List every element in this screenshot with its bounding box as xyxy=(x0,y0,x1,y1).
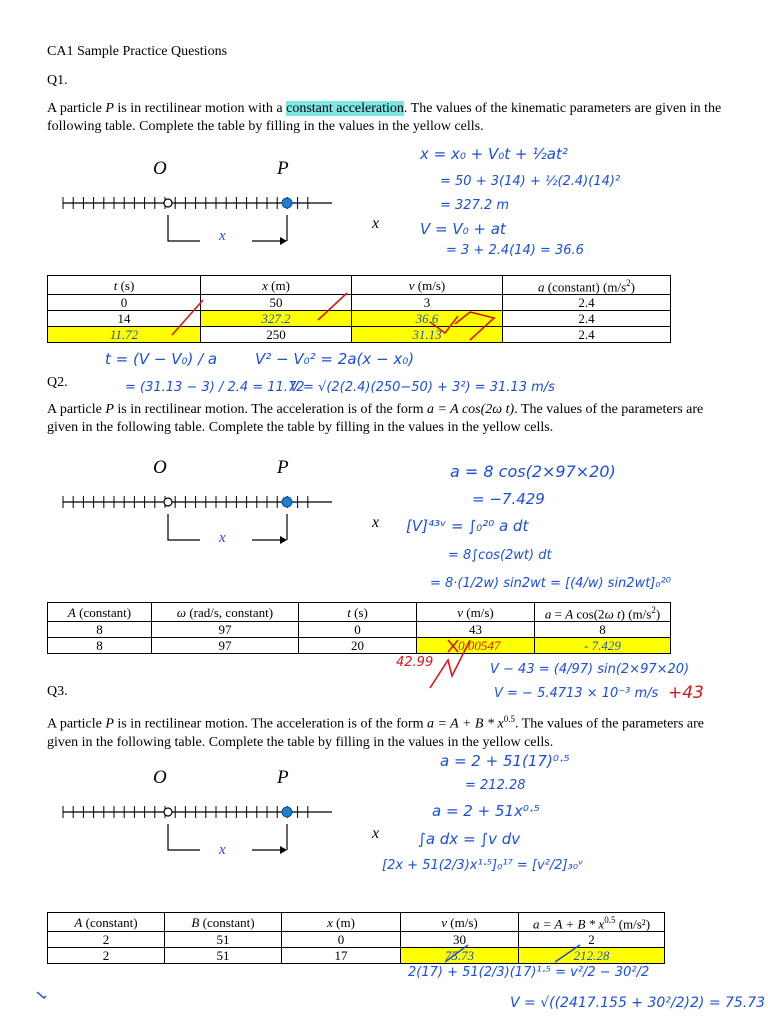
answer-cell[interactable]: 327.2 xyxy=(201,311,352,327)
q1-hw-t-eq: t = (V − V₀) / a xyxy=(105,350,218,368)
q2-header-accel: a = A cos(2ω t) $(m/s^2)$ xyxy=(535,603,671,622)
q2-label: Q2. xyxy=(47,375,68,390)
q3-header-a: A (constant) xyxy=(48,913,165,932)
table-cell: 3 xyxy=(352,295,503,311)
check-mark xyxy=(430,316,458,333)
q1-axis-label: x xyxy=(372,215,380,232)
q2-hw-red-value: 42.99 xyxy=(396,655,434,670)
q1-origin-label: O xyxy=(153,158,167,179)
q3-particle-point xyxy=(282,807,292,817)
table-cell: 50 xyxy=(201,295,352,311)
q1-text: A particle P is in rectilinear motion with a constant acceleration. The values of the kinematic parameters are given in the following table. Complete the table by filling in the values in the yellow cells. xyxy=(47,101,722,134)
q2-header-a: A (constant) xyxy=(48,603,152,622)
q2-hw-line4: = 8∫cos(2wt) dt xyxy=(448,548,552,563)
q2-text: A particle P is in rectilinear motion. The acceleration is of the form a = A cos(2ω t). The values of the parameters are given in the following table. Complete the table by filling in the values in the yellow cells. xyxy=(47,402,704,435)
answer-cell[interactable]: 31.13 xyxy=(352,327,503,343)
q3-displacement-bracket xyxy=(168,824,200,850)
q3-origin-point xyxy=(164,808,172,816)
q3-header-x: x (m) xyxy=(282,913,401,932)
q1-hw-v-calc: V = √(2(2.4)(250−50) + 3²) = 31.13 m/s xyxy=(290,380,555,395)
strike-mark xyxy=(445,945,468,962)
answer-cell[interactable]: 212.28 xyxy=(519,948,665,964)
q3-header-accel: $a = A + B * x^{0.5}$ (m/s²) xyxy=(519,913,665,932)
q1-particle-point xyxy=(282,198,292,208)
q1-hw-line5: = 3 + 2.4(14) = 36.6 xyxy=(446,243,584,258)
q3-hw-line3: a = 2 + 51x⁰·⁵ xyxy=(432,802,540,820)
answer-cell[interactable]: - 7.429 xyxy=(535,638,671,654)
q3-hw-line2: = 212.28 xyxy=(465,778,526,793)
check-mark xyxy=(318,293,347,320)
check-mark xyxy=(172,300,203,335)
q3-header-b: B (constant) xyxy=(165,913,282,932)
q3-header-v: v (m/s) xyxy=(401,913,519,932)
table-cell: 2.4 xyxy=(503,295,671,311)
table-cell: 51 xyxy=(165,932,282,948)
q3-origin-label: O xyxy=(153,767,167,788)
q3-hw-line6: 2(17) + 51(2/3)(17)¹·⁵ = v²/2 − 30²/2 xyxy=(408,965,650,980)
table-cell: 8 xyxy=(535,622,671,638)
q1-header-v: v (m/s) xyxy=(352,276,503,295)
table-cell: 0 xyxy=(282,932,401,948)
check-mark xyxy=(455,312,494,340)
table-cell: 97 xyxy=(152,638,299,654)
q2-particle-point xyxy=(282,497,292,507)
q3-axis-label: x xyxy=(372,825,380,842)
check-mark xyxy=(430,640,470,688)
q1-hw-line2: = 50 + 3(14) + ½(2.4)(14)² xyxy=(440,174,621,189)
q1-arrowhead xyxy=(280,237,287,245)
table-cell: 2 xyxy=(48,932,165,948)
page-title: CA1 Sample Practice Questions xyxy=(47,44,228,59)
q1-hw-v-eq: V² − V₀² = 2a(x − x₀) xyxy=(255,350,415,368)
cross-mark xyxy=(448,640,458,652)
q1-header-x: x (m) xyxy=(201,276,352,295)
q1-label: Q1. xyxy=(47,73,68,88)
table-cell: 2.4 xyxy=(503,327,671,343)
q1-hw-line1: x = x₀ + V₀t + ½at² xyxy=(420,145,568,163)
q1-hw-t-calc: = (31.13 − 3) / 2.4 = 11.72 xyxy=(125,380,305,395)
q3-hw-line7: V = √((2417.155 + 30²/2)2) = 75.73 xyxy=(510,995,766,1011)
q2-markings xyxy=(430,640,470,688)
q3-hw-line1: a = 2 + 51(17)⁰·⁵ xyxy=(440,752,570,770)
q2-header-omega: ω (rad/s, constant) xyxy=(152,603,299,622)
q2-hw-line6: V − 43 = (4/97) sin(2×97×20) xyxy=(490,662,690,677)
q2-hw-line7: V = − 5.4713 × 10⁻³ m/s xyxy=(494,686,659,701)
q1-hw-line4: V = V₀ + at xyxy=(420,220,506,238)
q3-text: A particle P is in rectilinear motion. The acceleration is of the form $a = A + B * x^{0.5}$. The values of the parameters are given in the following table. Complete the table by filling in the values in the yellow cells. xyxy=(47,714,704,750)
table-cell: 0 xyxy=(48,295,201,311)
pen-mark xyxy=(37,992,46,998)
table-cell: 14 xyxy=(48,311,201,327)
table-cell: 2 xyxy=(48,948,165,964)
q2-header-v: v (m/s) xyxy=(417,603,535,622)
q2-origin-point xyxy=(164,498,172,506)
answer-cell[interactable]: 36.6 xyxy=(352,311,503,327)
q3-label: Q3. xyxy=(47,684,68,699)
q2-hw-line1: a = 8 cos(2×97×20) xyxy=(450,462,616,481)
q3-markings xyxy=(37,945,580,998)
q1-origin-point xyxy=(164,199,172,207)
q2-arrowhead xyxy=(280,536,287,544)
table-cell: 8 xyxy=(48,622,152,638)
answer-cell[interactable]: - 0.00547 xyxy=(417,638,535,654)
q3-particle-label: P xyxy=(277,767,289,788)
q3-hw-line5: [2x + 51(2/3)x¹·⁵]₀¹⁷ = [v²/2]₃₀ᵛ xyxy=(382,858,584,873)
table-cell: 17 xyxy=(282,948,401,964)
q2-hw-line3: [V]⁴³ᵛ = ∫₀²⁰ a dt xyxy=(406,517,529,535)
q1-displacement-bracket xyxy=(168,215,200,241)
q3-displacement-label: x xyxy=(219,842,226,858)
q2-axis-label: x xyxy=(372,514,380,531)
table-cell: 51 xyxy=(165,948,282,964)
table-cell: 20 xyxy=(299,638,417,654)
q2-hw-line5: = 8·(1/2w) sin2wt = [(4/w) sin2wt]₀²⁰ xyxy=(430,576,672,591)
q1-highlight: constant acceleration xyxy=(286,101,404,116)
table-cell: 43 xyxy=(417,622,535,638)
q2-particle-label: P xyxy=(277,457,289,478)
q2-hw-plus43: +43 xyxy=(668,683,704,703)
strike-mark xyxy=(555,945,580,962)
table-cell: 30 xyxy=(401,932,519,948)
q2-hw-line2: = −7.429 xyxy=(472,490,545,508)
table-cell: 2 xyxy=(519,932,665,948)
q2-header-t: t (s) xyxy=(299,603,417,622)
q1-displacement-label: x xyxy=(219,228,226,244)
q2-displacement-label: x xyxy=(219,530,226,546)
table-cell: 250 xyxy=(201,327,352,343)
table-cell: 8 xyxy=(48,638,152,654)
number-lines xyxy=(63,197,332,854)
table-cell: 2.4 xyxy=(503,311,671,327)
answer-cell[interactable]: 75.73 xyxy=(401,948,519,964)
q1-header-a: a (constant) $(m/s^2)$ xyxy=(503,276,671,295)
q3-arrowhead xyxy=(280,846,287,854)
q1-hw-line3: = 327.2 m xyxy=(440,198,510,213)
q3-hw-line4: ∫a dx = ∫v dv xyxy=(418,830,521,848)
q1-particle-label: P xyxy=(277,158,289,179)
q1-checkmarks xyxy=(172,293,494,340)
q1-header-t: t (s) xyxy=(48,276,201,295)
q2-displacement-bracket xyxy=(168,514,200,540)
table-cell: 0 xyxy=(299,622,417,638)
q2-origin-label: O xyxy=(153,457,167,478)
table-cell: 97 xyxy=(152,622,299,638)
answer-cell[interactable]: 11.72 xyxy=(48,327,201,343)
